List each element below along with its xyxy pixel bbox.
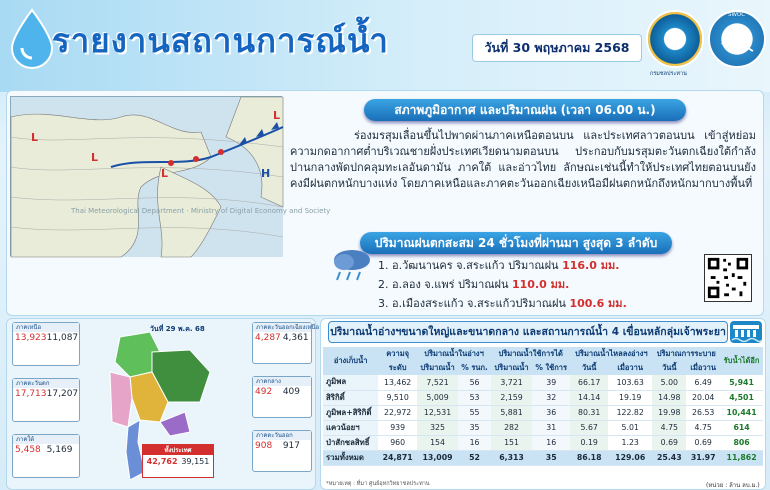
col-subheader: % ใช้การ — [532, 361, 570, 375]
cell-in_t: 14.14 — [570, 390, 608, 405]
svg-text:L: L — [161, 167, 169, 180]
col-subheader: วันนี้ — [652, 361, 686, 375]
swoc-logo-caption: SWOC — [728, 12, 746, 18]
col-header-inflow: ปริมาณน้ำไหลลงอ่างฯ — [570, 347, 652, 361]
weather-description: ร่องมรสุมเลื่อนขึ้นไปพาดผ่านภาคเหนือตอนบน และประเทศลาวตอนบน เข้าสู่หย่อมความกดอากาศต่ำบริเวณชายฝั่งประเทศเวียดนามตอนบน ประกอบกับมรสุมตะวันตกเฉียงใต้กำลังปานกลางพัดปกคลุมทะเลอันดามัน ภาคใต้ และอ่าวไทย ลักษณะเช่นนี้ทำให้ประเทศไทยตอนบนยังคงมีฝนตกหนักบางแห่ง โดยภาคเหนือและภาคตะวันออกเฉียงเหนือมีฝนตกหนักถึงหนักมากบางพื้นที่ — [290, 129, 756, 190]
col-subheader: วันนี้ — [570, 361, 608, 375]
region-total-box[interactable]: ทั้งประเทศ 42,762 39,151 — [142, 444, 214, 478]
col-subheader: % รนก. — [458, 361, 491, 375]
cell-out_y: 4.75 — [686, 420, 720, 435]
cell-more: 11,862 — [720, 450, 763, 465]
cell-vol: 12,531 — [417, 405, 458, 420]
cell-out_y: 26.53 — [686, 405, 720, 420]
cell-name: ป่าสักชลสิทธิ์ — [323, 435, 378, 450]
cell-pct: 55 — [458, 405, 491, 420]
cell-out_t: 0.69 — [652, 435, 686, 450]
cell-out_t: 14.98 — [652, 390, 686, 405]
cell-name: ภูมิพล+สิริกิติ์ — [323, 405, 378, 420]
weather-map[interactable] — [10, 96, 331, 256]
rid-logo-caption: กรมชลประทาน — [650, 71, 687, 77]
cell-cap: 9,510 — [378, 390, 417, 405]
cell-cap: 24,871 — [378, 450, 417, 465]
col-subheader: เมื่อวาน — [686, 361, 720, 375]
cell-out_t: 4.75 — [652, 420, 686, 435]
region-box-south[interactable]: ภาคใต้ 5,458 5,169 — [12, 434, 80, 478]
col-header-available: รับน้ำได้อีก — [720, 347, 763, 375]
cell-in_t: 5.67 — [570, 420, 608, 435]
cell-upct: 36 — [532, 405, 570, 420]
cell-cap: 939 — [378, 420, 417, 435]
cell-in_t: 80.31 — [570, 405, 608, 420]
cell-pct: 53 — [458, 390, 491, 405]
report-date: วันที่ 30 พฤษภาคม 2568 — [472, 34, 642, 62]
rain-cloud-icon — [330, 244, 376, 284]
cell-in_y: 5.01 — [608, 420, 652, 435]
cell-upct: 39 — [532, 375, 570, 390]
table-total-row — [323, 450, 763, 465]
region-box-east[interactable]: ภาคตะวันออก 908 917 — [252, 430, 312, 472]
table-row — [323, 375, 763, 390]
col-subheader: ระดับ — [378, 361, 417, 375]
page-title: รายงานสถานการณ์น้ำ — [52, 21, 389, 60]
table-row — [323, 435, 763, 450]
svg-text:H: H — [261, 167, 271, 180]
rid-logo — [646, 10, 704, 68]
reservoir-title: ปริมาณน้ำอ่างฯขนาดใหญ่และขนาดกลาง และสถานการณ์น้ำ 4 เขื่อนหลักลุ่มเจ้าพระยา — [328, 321, 728, 343]
weather-map-graphic — [11, 97, 331, 257]
cell-in_y: 103.63 — [608, 375, 652, 390]
cell-in_t: 66.17 — [570, 375, 608, 390]
cell-upct: 35 — [532, 450, 570, 465]
cell-name: รวมทั้งหมด — [323, 450, 378, 465]
cell-pct: 35 — [458, 420, 491, 435]
rain-rank-1: 1. อ.วัฒนานคร จ.สระแก้ว ปริมาณฝน 116.0 มม. — [378, 259, 620, 272]
water-drop-icon — [8, 8, 56, 68]
cell-out_t: 5.00 — [652, 375, 686, 390]
rain-rank-3: 3. อ.เมืองสระแก้ว จ.สระแก้วปริมาณฝน 100.6 มม. — [378, 297, 627, 310]
cell-more: 5,941 — [720, 375, 763, 390]
cell-in_t: 0.19 — [570, 435, 608, 450]
cell-use: 282 — [491, 420, 532, 435]
region-box-central[interactable]: ภาคกลาง 492 409 — [252, 376, 312, 418]
table-note: *หมายเหตุ : ที่มา ศูนย์อุทกวิทยาชลประทาน — [326, 481, 430, 487]
cell-in_y: 19.19 — [608, 390, 652, 405]
swoc-logo — [708, 10, 766, 68]
dam-icon — [730, 321, 762, 343]
cell-use: 6,313 — [491, 450, 532, 465]
svg-text:L: L — [31, 131, 39, 144]
cell-upct: 31 — [532, 420, 570, 435]
cell-in_t: 86.18 — [570, 450, 608, 465]
weather-section-title: สภาพภูมิอากาศ และปริมาณฝน (เวลา 06.00 น.) — [364, 99, 686, 121]
region-box-west[interactable]: ภาคตะวันตก 17,71317,207 — [12, 378, 80, 422]
cell-vol: 13,009 — [417, 450, 458, 465]
cell-name: แควน้อยฯ — [323, 420, 378, 435]
col-header-volume: ปริมาณน้ำในอ่างฯ — [417, 347, 491, 361]
cell-in_y: 1.23 — [608, 435, 652, 450]
cell-out_y: 31.97 — [686, 450, 720, 465]
cell-more: 4,501 — [720, 390, 763, 405]
cell-use: 2,159 — [491, 390, 532, 405]
col-subheader: เมื่อวาน — [608, 361, 652, 375]
col-header-usable: ปริมาณน้ำใช้การได้ — [491, 347, 570, 361]
col-subheader: ปริมาณน้ำ — [491, 361, 532, 375]
cell-out_y: 0.69 — [686, 435, 720, 450]
cell-out_t: 25.43 — [652, 450, 686, 465]
qr-code[interactable] — [704, 254, 752, 302]
cell-vol: 7,521 — [417, 375, 458, 390]
cell-more: 10,441 — [720, 405, 763, 420]
cell-pct: 16 — [458, 435, 491, 450]
cell-vol: 325 — [417, 420, 458, 435]
cell-pct: 52 — [458, 450, 491, 465]
table-row — [323, 405, 763, 420]
cell-pct: 56 — [458, 375, 491, 390]
cell-more: 614 — [720, 420, 763, 435]
reservoir-table — [323, 347, 763, 466]
col-header-capacity: ความจุ — [378, 347, 417, 361]
cell-use: 3,721 — [491, 375, 532, 390]
table-unit: (หน่วย : ล้าน ลบ.ม.) — [706, 482, 760, 489]
cell-use: 5,881 — [491, 405, 532, 420]
rain-section-title: ปริมาณฝนตกสะสม 24 ชั่วโมงที่ผ่านมา สูงสุด 3 ลำดับ — [360, 232, 672, 254]
cell-more: 806 — [720, 435, 763, 450]
col-header-reservoir: อ่างเก็บน้ำ — [323, 347, 378, 375]
table-row — [323, 390, 763, 405]
cell-out_y: 20.04 — [686, 390, 720, 405]
cell-name: สิริกิติ์ — [323, 390, 378, 405]
cell-in_y: 129.06 — [608, 450, 652, 465]
col-header-outflow: ปริมาณการระบาย — [652, 347, 720, 361]
cell-name: ภูมิพล — [323, 375, 378, 390]
cell-upct: 16 — [532, 435, 570, 450]
cell-vol: 5,009 — [417, 390, 458, 405]
cell-in_y: 122.82 — [608, 405, 652, 420]
cell-upct: 32 — [532, 390, 570, 405]
cell-use: 151 — [491, 435, 532, 450]
cell-cap: 960 — [378, 435, 417, 450]
rain-rank-2: 2. อ.ลอง จ.แพร่ ปริมาณฝน 110.0 มม. — [378, 278, 570, 291]
cell-cap: 13,462 — [378, 375, 417, 390]
region-box-north[interactable]: ภาคเหนือ 13,92311,087 — [12, 322, 80, 366]
svg-text:L: L — [273, 109, 281, 122]
cell-out_y: 6.49 — [686, 375, 720, 390]
cell-vol: 154 — [417, 435, 458, 450]
cell-out_t: 19.98 — [652, 405, 686, 420]
col-subheader: ปริมาณน้ำ — [417, 361, 458, 375]
region-map-date: วันที่ 29 พ.ค. 68 — [150, 325, 205, 333]
cell-cap: 22,972 — [378, 405, 417, 420]
region-box-northeast[interactable]: ภาคตะวันออกเฉียงเหนือ 4,287 4,361 — [252, 322, 312, 364]
map-watermark: Thai Meteorological Department · Ministry of Digital Economy and Society — [71, 207, 331, 215]
svg-text:L: L — [91, 151, 99, 164]
table-row — [323, 420, 763, 435]
